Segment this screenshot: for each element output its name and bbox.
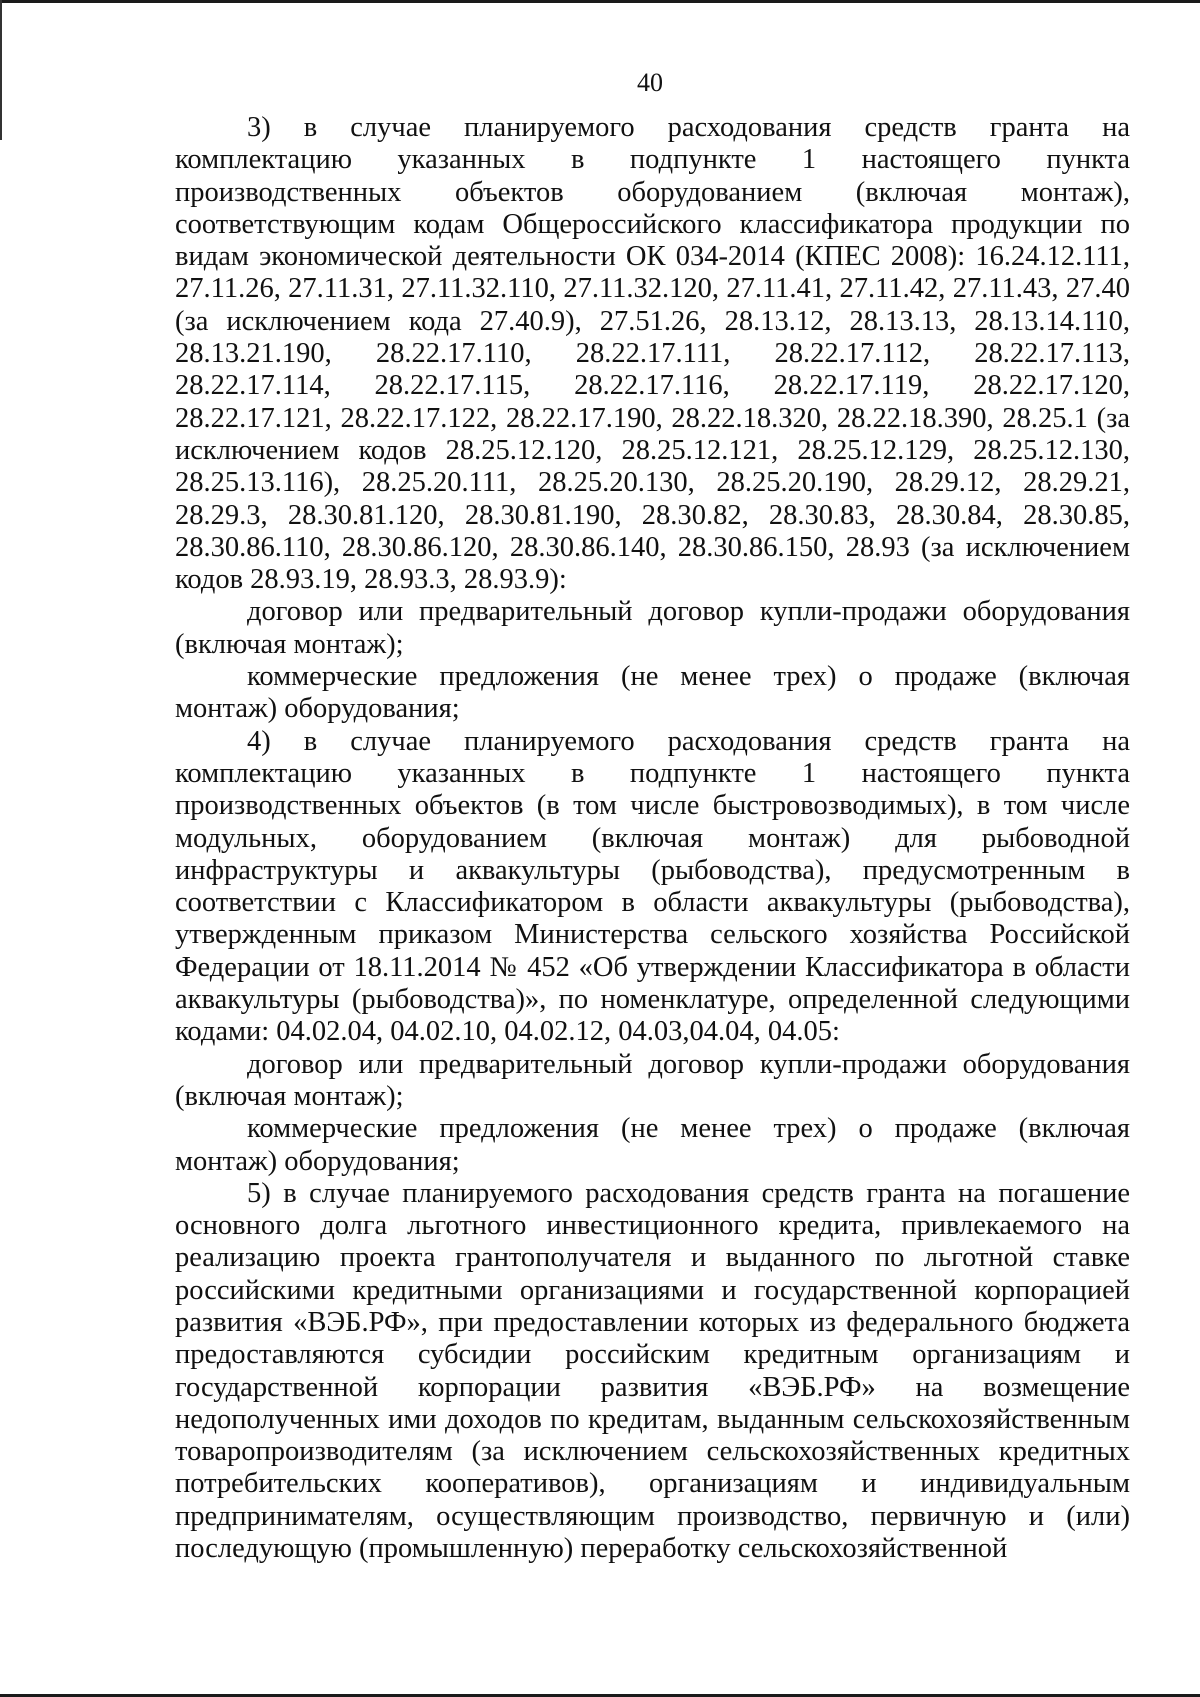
paragraph-offers: коммерческие предложения (не менее трех) о продаже (включая монтаж) оборудования;	[175, 1113, 1130, 1177]
paragraph-contract: договор или предварительный договор купли-продажи оборудования (включая монтаж);	[175, 1048, 1130, 1112]
paragraph-offers: коммерческие предложения (не менее трех) о продаже (включая монтаж) оборудования;	[175, 661, 1130, 725]
paragraph-item-5: 5) в случае планируемого расходования средств гранта на погашение основного долга льготного инвестиционного кредита, привлекаемого на реализацию проекта грантополучателя и выданного по льготной ставке российскими кредитными организациями и государственной корпорацией развития «ВЭБ.РФ», при предоставлении которых из федерального бюджета предоставляются субсидии российским кредитным организациям и государственной корпорации развития «ВЭБ.РФ» на возмещение недополученных ими доходов по кредитам, выданным сельскохозяйственным товаропроизводителям (за исключением сельскохозяйственных кредитных потребительских кооперативов), организациям и индивидуальным предпринимателям, осуществляющим производство, первичную и (или) последующую (промышленную) переработку сельскохозяйственной	[175, 1177, 1130, 1565]
document-body	[175, 112, 1130, 1565]
paragraph-item-4: 4) в случае планируемого расходования средств гранта на комплектацию указанных в подпункте 1 настоящего пункта производственных объектов (в том числе быстровозводимых), в том числе модульных, оборудованием (включая монтаж) для рыбоводной инфраструктуры и аквакультуры (рыбоводства), предусмотренным в соответствии с Классификатором в области аквакультуры (рыбоводства), утвержденным приказом Министерства сельского хозяйства Российской Федерации от 18.11.2014 № 452 «Об утверждении Классификатора в области аквакультуры (рыбоводства)», по номенклатуре, определенной следующими кодами: 04.02.04, 04.02.10, 04.02.12, 04.03,04.04, 04.05:	[175, 725, 1130, 1048]
scan-edge-top	[0, 0, 1200, 3]
paragraph-contract: договор или предварительный договор купли-продажи оборудования (включая монтаж);	[175, 596, 1130, 660]
paragraph-item-3: 3) в случае планируемого расходования средств гранта на комплектацию указанных в подпункте 1 настоящего пункта производственных объектов оборудованием (включая монтаж), соответствующим кодам Общероссийского классификатора продукции по видам экономической деятельности ОК 034-2014 (КПЕС 2008): 16.24.12.111, 27.11.26, 27.11.31, 27.11.32.110, 27.11.32.120, 27.11.41, 27.11.42, 27.11.43, 27.40 (за исключением кода 27.40.9), 27.51.26, 28.13.12, 28.13.13, 28.13.14.110, 28.13.21.190, 28.22.17.110, 28.22.17.111, 28.22.17.112, 28.22.17.113, 28.22.17.114, 28.22.17.115, 28.22.17.116, 28.22.17.119, 28.22.17.120, 28.22.17.121, 28.22.17.122, 28.22.17.190, 28.22.18.320, 28.22.18.390, 28.25.1 (за исключением кодов 28.25.12.120, 28.25.12.121, 28.25.12.129, 28.25.12.130, 28.25.13.116), 28.25.20.111, 28.25.20.130, 28.25.20.190, 28.29.12, 28.29.21, 28.29.3, 28.30.81.120, 28.30.81.190, 28.30.82, 28.30.83, 28.30.84, 28.30.85, 28.30.86.110, 28.30.86.120, 28.30.86.140, 28.30.86.150, 28.93 (за исключением кодов 28.93.19, 28.93.3, 28.93.9):	[175, 112, 1130, 596]
page-number: 40	[637, 68, 663, 97]
